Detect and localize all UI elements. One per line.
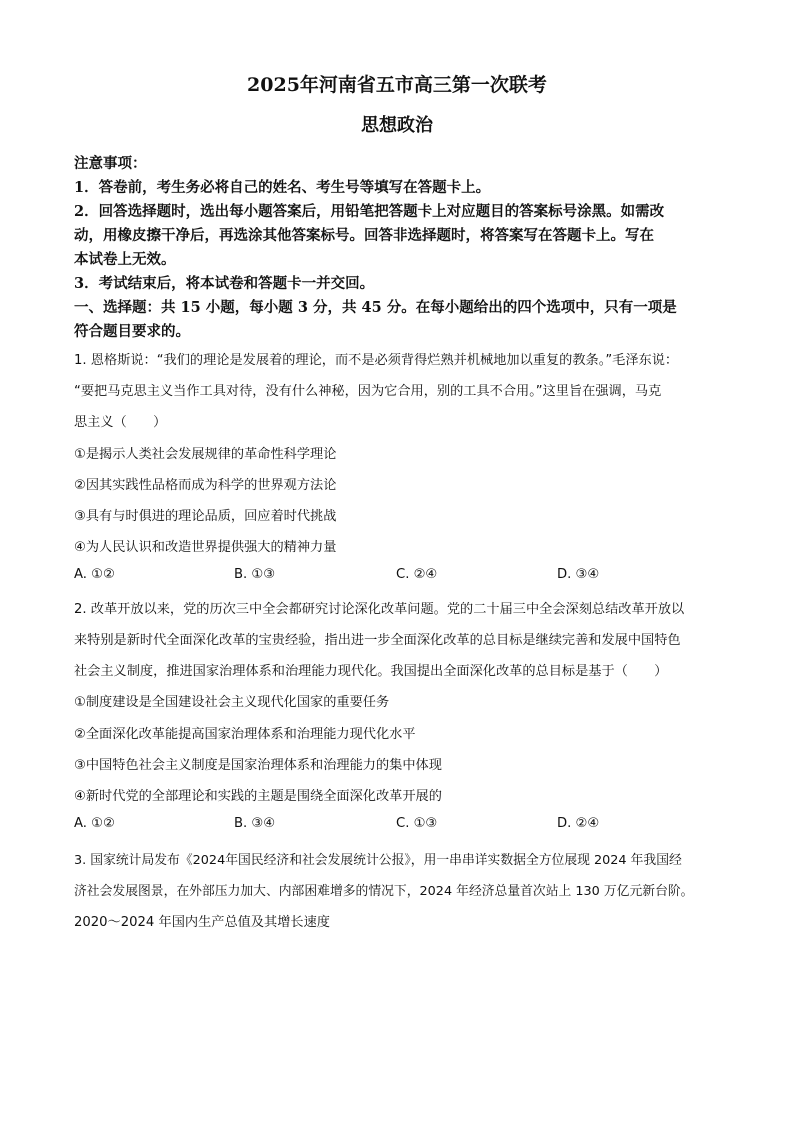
question-1-option-b: B. ①③ [234,567,276,582]
question-1-statement: ④为人民认识和改造世界提供强大的精神力量 [74,540,337,555]
question-3-stem: 济社会发展图景，在外部压力加大、内部困难增多的情况下，2024 年经济总量首次站上 130 万亿元新台阶。 [74,884,694,899]
question-2-statement: ④新时代党的全部理论和实践的主题是围绕全面深化改革开展的 [74,789,442,804]
notice-item: 1．答卷前，考生务必将自己的姓名、考生号等填写在答题卡上。 [74,179,491,196]
question-1-option-a: A. ①② [74,567,115,582]
question-2-option-d: D. ②④ [557,816,600,831]
notice-item: 本试卷上无效。 [74,251,176,268]
question-2-option-b: B. ③④ [234,816,276,831]
question-1-option-c: C. ②④ [396,567,438,582]
question-2-stem: 2. 改革开放以来，党的历次三中全会都研究讨论深化改革问题。党的二十届三中全会深刻总结改革开放以 [74,602,685,617]
exam-title: 2025年河南省五市高三第一次联考 [247,74,547,96]
notice-item: 3．考试结束后，将本试卷和答题卡一并交回。 [74,275,375,292]
question-1-statement: ②因其实践性品格而成为科学的世界观方法论 [74,478,337,493]
section-heading-cont: 符合题目要求的。 [74,323,190,340]
question-2-statement: ①制度建设是全国建设社会主义现代化国家的重要任务 [74,695,390,710]
section-heading: 一、选择题：共 15 小题，每小题 3 分，共 45 分。在每小题给出的四个选项中，只有一项是 [74,299,677,316]
notice-item: 2．回答选择题时，选出每小题答案后，用铅笔把答题卡上对应题目的答案标号涂黑。如需改 [74,203,665,220]
question-1-option-d: D. ③④ [557,567,600,582]
question-1-stem: 1. 恩格斯说：“我们的理论是发展着的理论，而不是必须背得烂熟并机械地加以重复的教条。”毛泽东说： [74,353,679,368]
question-1-statement: ①是揭示人类社会发展规律的革命性科学理论 [74,447,337,462]
question-2-option-a: A. ①② [74,816,115,831]
question-2-stem: 社会主义制度，推进国家治理体系和治理能力现代化。我国提出全面深化改革的总目标是基于（ ） [74,664,668,679]
notice-item: 动，用橡皮擦干净后，再选涂其他答案标号。回答非选择题时，将答案写在答题卡上。写在 [74,227,654,244]
question-2-statement: ②全面深化改革能提高国家治理体系和治理能力现代化水平 [74,727,416,742]
question-2-statement: ③中国特色社会主义制度是国家治理体系和治理能力的集中体现 [74,758,442,773]
notice-heading: 注意事项： [74,155,147,172]
question-3-stem: 3. 国家统计局发布《2024年国民经济和社会发展统计公报》，用一串串详实数据全方位展现 2024 年我国经 [74,853,682,868]
question-1-stem: 思主义（ ） [74,415,167,430]
question-1-stem: “要把马克思主义当作工具对待，没有什么神秘，因为它合用，别的工具不合用。”这里旨在强调，马克 [74,384,662,399]
question-2-stem: 来特别是新时代全面深化改革的宝贵经验，指出进一步全面深化改革的总目标是继续完善和发展中国特色 [74,633,681,648]
chart-caption: 2020～2024 年国内生产总值及其增长速度 [74,915,330,930]
question-1-statement: ③具有与时俱进的理论品质，回应着时代挑战 [74,509,337,524]
subject-title: 思想政治 [361,115,433,136]
question-2-option-c: C. ①③ [396,816,438,831]
